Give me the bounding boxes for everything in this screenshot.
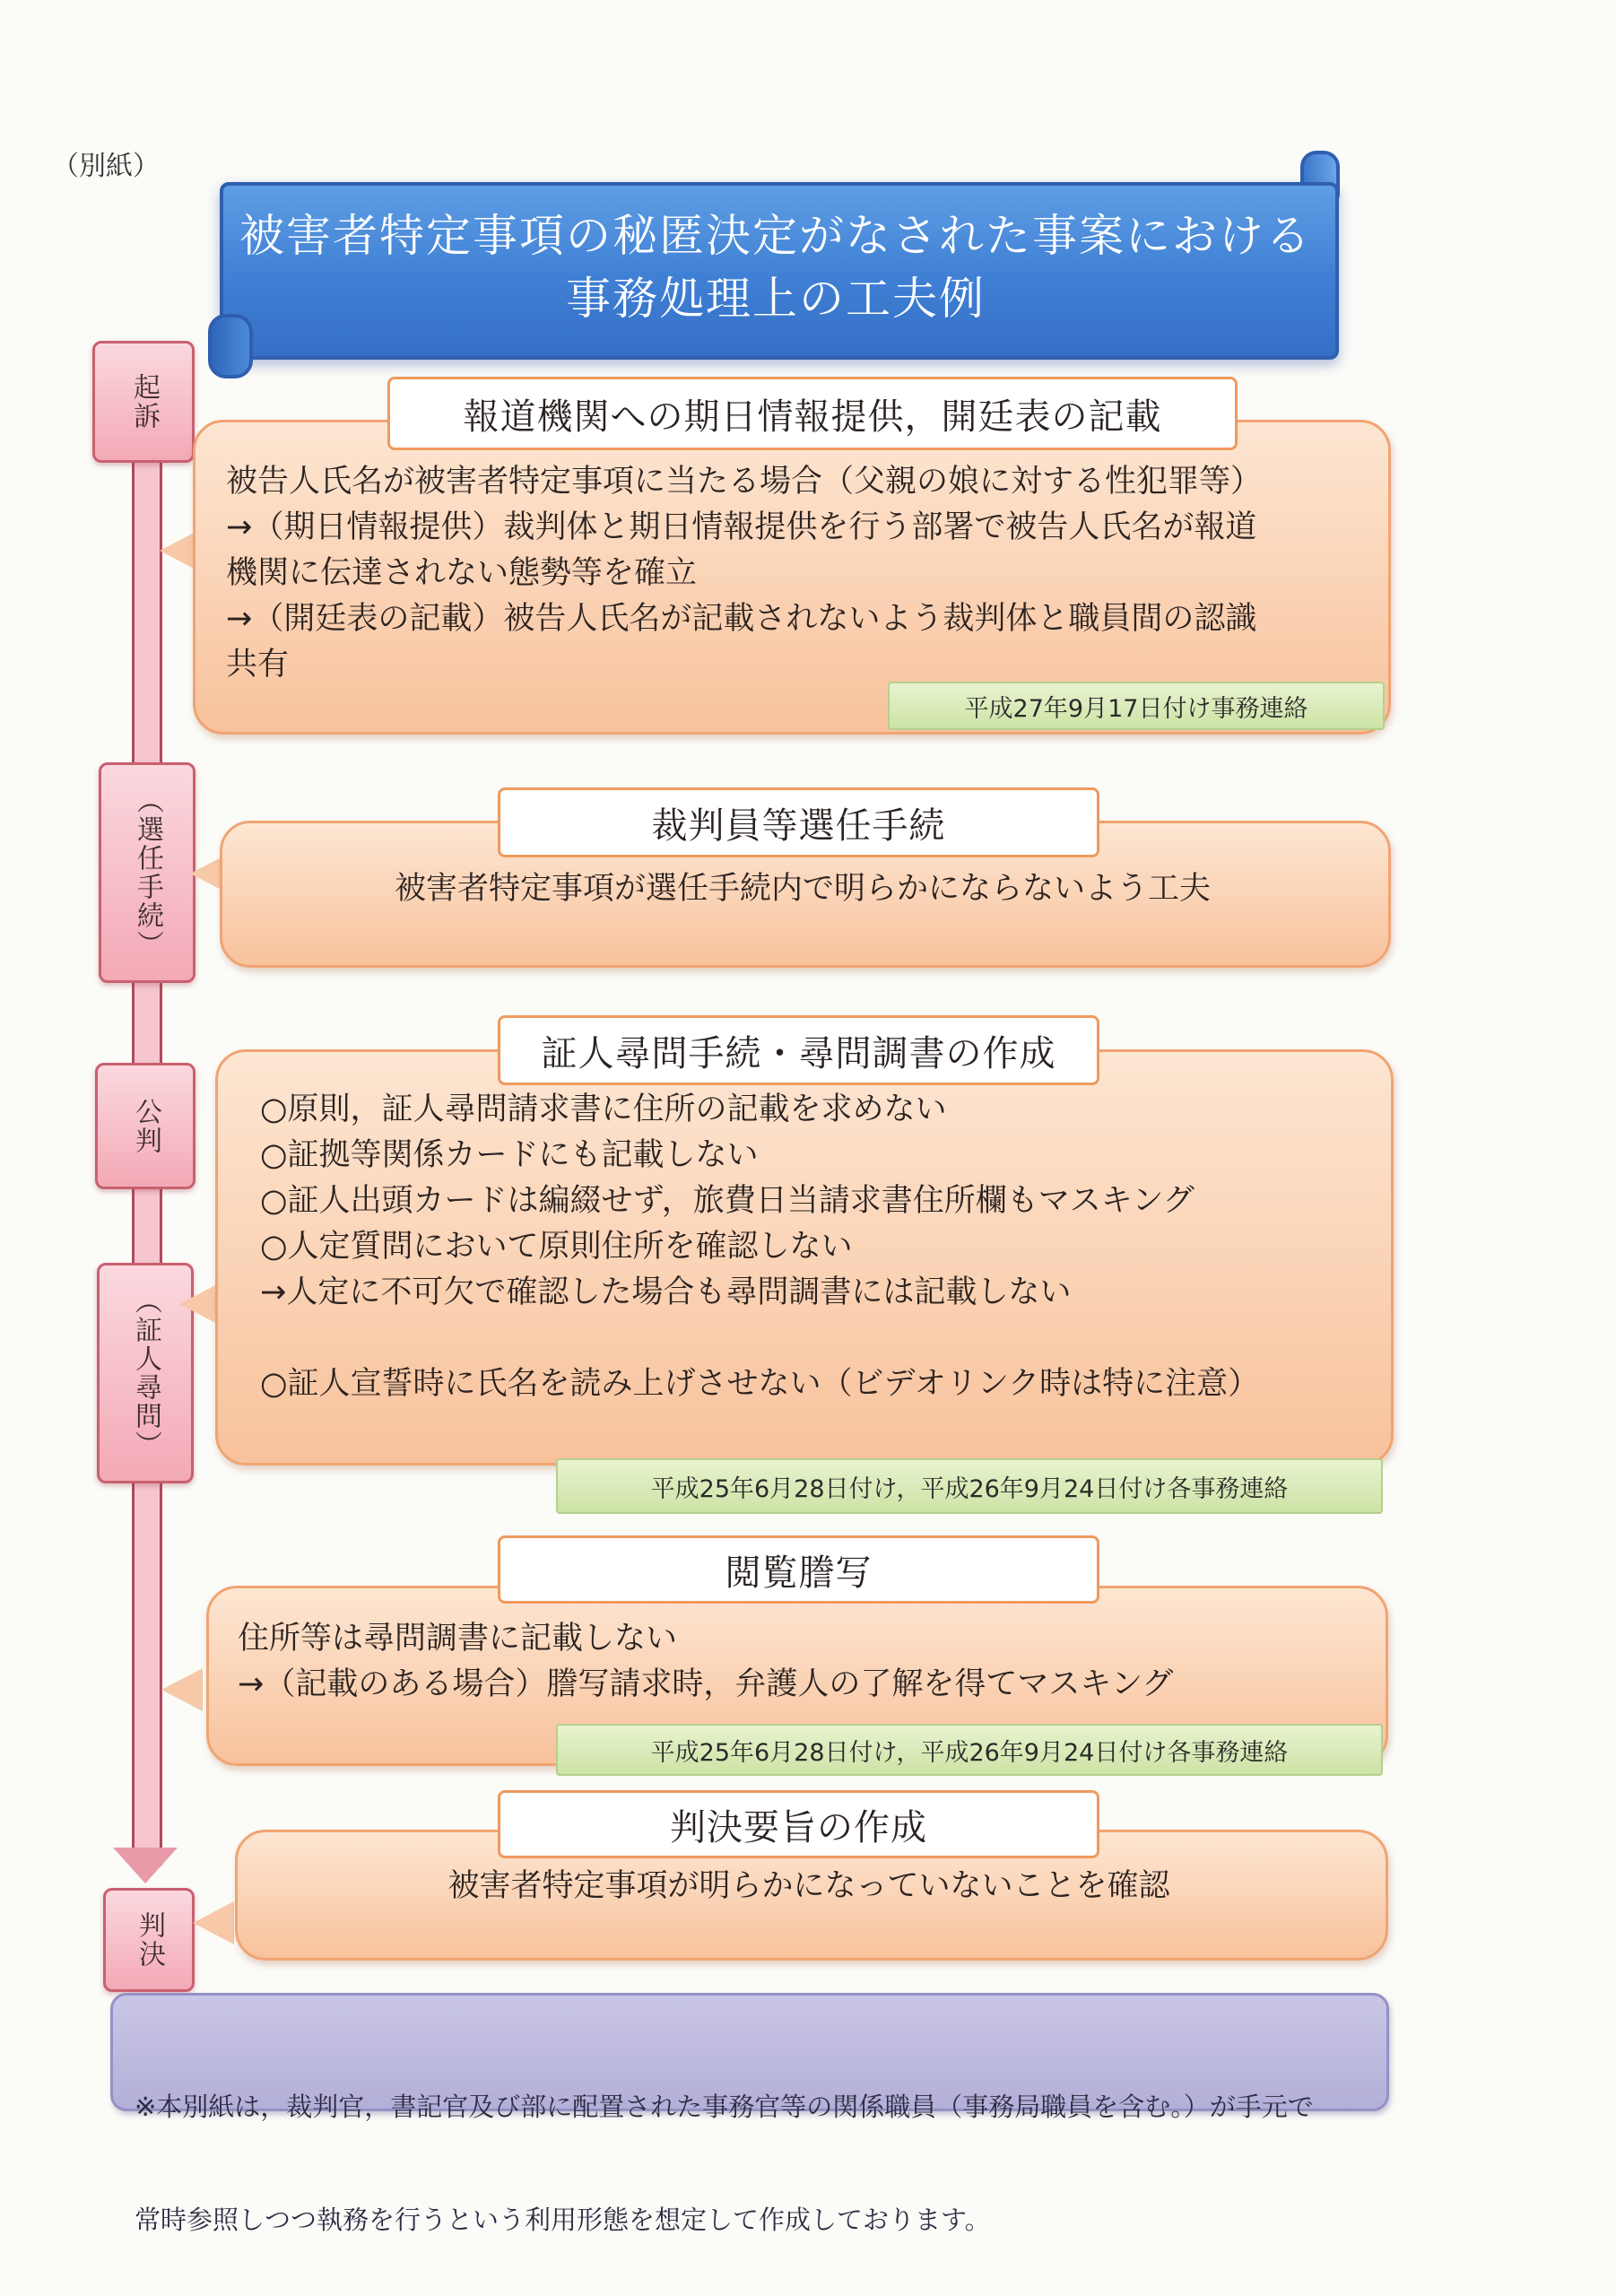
body-line: 機関に伝達されない態勢等を確立 bbox=[226, 555, 698, 591]
stage-indictment bbox=[92, 341, 195, 463]
footer-note bbox=[135, 2013, 1372, 2276]
body-line: →（記載のある場合）謄写請求時，弁護人の了解を得てマスキング bbox=[238, 1666, 1174, 1702]
section-heading: 証人尋問手続・尋問調書の作成 bbox=[498, 1015, 1099, 1085]
note-line-2: 常時参照しつつ執務を行うという利用形態を想定して作成しております。 bbox=[135, 2205, 991, 2235]
body-line: ○原則，証人尋問請求書に住所の記載を求めない bbox=[260, 1091, 947, 1127]
timeline-arrow-head bbox=[113, 1848, 178, 1883]
title-line-1: 被害者特定事項の秘匿決定がなされた事案における bbox=[239, 210, 1312, 262]
note-line-1: ※本別紙は，裁判官，書記官及び部に配置された事務官等の関係職員（事務局職員を含む。）が手元で bbox=[135, 2092, 1314, 2122]
body-line: →（期日情報提供）裁判体と期日情報提供を行う部署で被告人氏名が報道 bbox=[226, 509, 1257, 545]
body-line: →（開廷表の記載）被告人氏名が記載されないよう裁判体と職員間の認識 bbox=[226, 601, 1257, 637]
reference-tag: 平成27年9月17日付け事務連絡 bbox=[888, 682, 1385, 730]
section-body bbox=[220, 866, 1386, 912]
body-line: ○証人宣誓時に氏名を読み上げさせない（ビデオリンク時は特に注意） bbox=[260, 1366, 1260, 1402]
section-heading: 判決要旨の作成 bbox=[498, 1790, 1099, 1858]
body-line: 住所等は尋問調書に記載しない bbox=[238, 1621, 678, 1657]
stage-label: 起訴 bbox=[128, 373, 160, 430]
stage-label: （証人尋問） bbox=[130, 1287, 161, 1459]
body-line: ○証拠等関係カードにも記載しない bbox=[260, 1137, 759, 1173]
body-line: ○人定質問において原則住所を確認しない bbox=[260, 1229, 853, 1265]
section-body bbox=[226, 459, 1262, 688]
stage-label: 公判 bbox=[130, 1097, 161, 1155]
body-line: 被害者特定事項が明らかになっていないことを確認 bbox=[447, 1868, 1170, 1904]
body-line: 共有 bbox=[226, 647, 290, 683]
section-body bbox=[238, 1616, 1173, 1708]
stage-label: 判決 bbox=[134, 1911, 165, 1969]
page-title bbox=[220, 204, 1332, 330]
section-body bbox=[235, 1864, 1383, 1909]
section-heading: 閲覧謄写 bbox=[498, 1535, 1099, 1604]
section-pointer bbox=[193, 1901, 234, 1944]
body-line: 被害者特定事項が選任手続内で明らかにならないよう工夫 bbox=[394, 871, 1211, 907]
section-body bbox=[260, 1087, 1259, 1407]
section-heading: 裁判員等選任手続 bbox=[498, 787, 1099, 857]
body-line: 被告人氏名が被害者特定事項に当たる場合（父親の娘に対する性犯罪等） bbox=[226, 464, 1263, 500]
stage-label: （選任手続） bbox=[132, 787, 163, 959]
section-pointer bbox=[161, 1668, 203, 1711]
stage-trial bbox=[95, 1063, 195, 1189]
stage-selection-procedure bbox=[99, 762, 195, 983]
body-line bbox=[260, 1316, 1259, 1361]
title-line-2: 事務処理上の工夫例 bbox=[566, 273, 986, 325]
body-line: ○証人出頭カードは編綴せず，旅費日当請求書住所欄もマスキング bbox=[260, 1183, 1195, 1219]
section-heading: 報道機関への期日情報提供，開廷表の記載 bbox=[387, 377, 1238, 450]
reference-tag: 平成25年6月28日付け，平成26年9月24日付け各事務連絡 bbox=[556, 1724, 1383, 1776]
attachment-label: （別紙） bbox=[52, 151, 160, 182]
reference-tag: 平成25年6月28日付け，平成26年9月24日付け各事務連絡 bbox=[556, 1458, 1383, 1514]
body-line: →人定に不可欠で確認した場合も尋問調書には記載しない bbox=[260, 1274, 1072, 1310]
stage-judgment bbox=[103, 1888, 195, 1992]
